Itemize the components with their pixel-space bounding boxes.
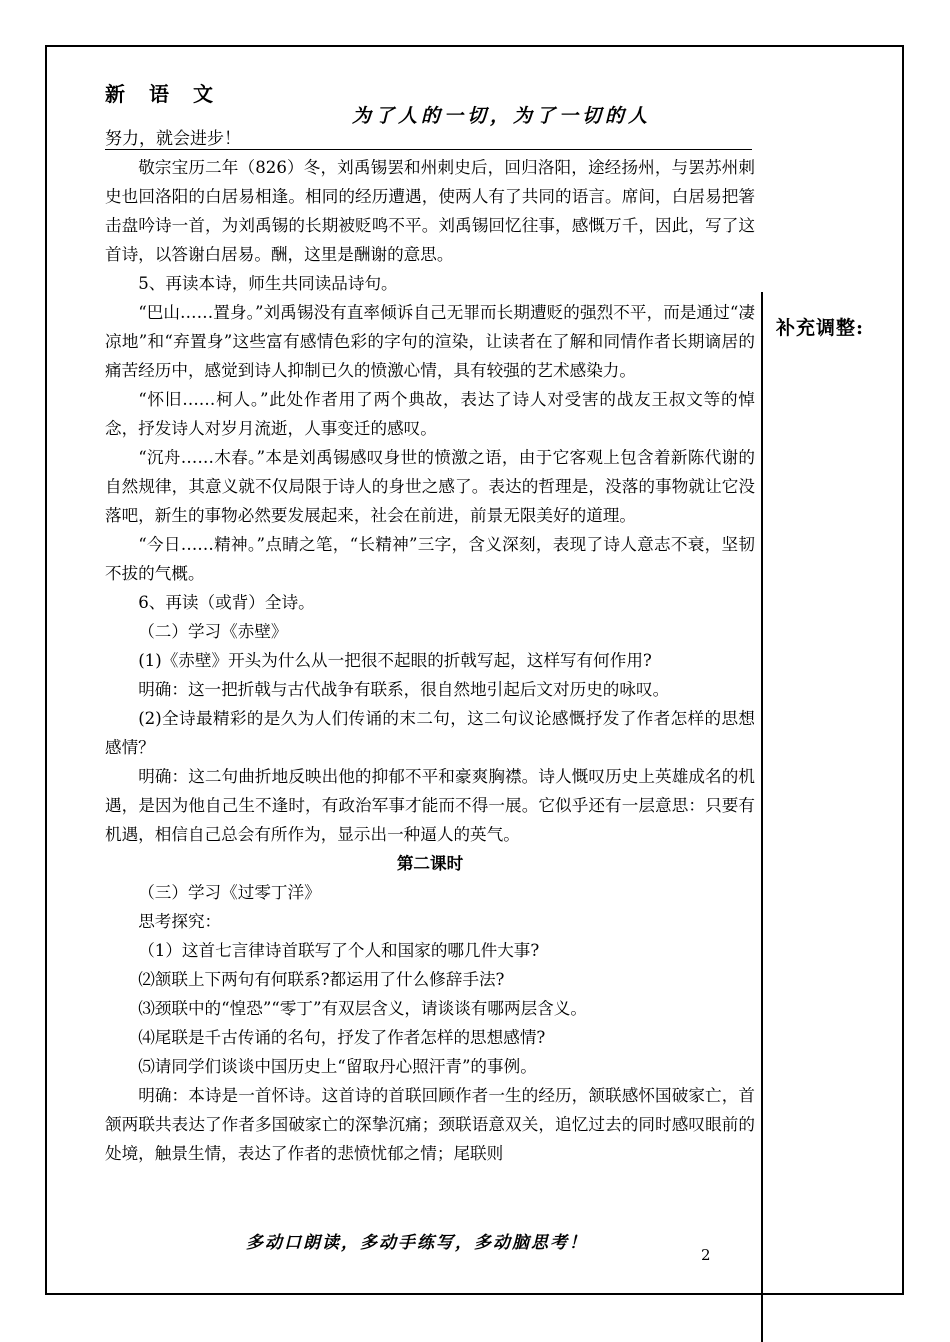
paragraph-analysis-bashan: “巴山……置身。”刘禹锡没有直率倾诉自己无罪而长期遭贬的强烈不平，而是通过“凄凉地”和“弃置身”这些富有感情色彩的字句的渲染，让读者在了解和同情作者长期谪居的痛苦经历中，感觉到诗人抑制已久的愤激心情，具有较强的艺术感染力。 — [105, 303, 755, 380]
paragraph-think-q5: ⑸请同学们谈谈中国历史上“留取丹心照汗青”的事例。 — [138, 1057, 537, 1076]
paragraph-step-6: 6、再读（或背）全诗。 — [138, 593, 315, 612]
footer-motto: 多动口朗读，多动手练写，多动脑思考！ — [246, 1233, 588, 1253]
paragraph-think-q1: （1）这首七言律诗首联写了个人和国家的哪几件大事? — [138, 941, 540, 960]
paragraph-thinking: 思考探究： — [138, 912, 222, 931]
page-number: 2 — [701, 1246, 711, 1264]
paragraph-section-lingdingyang: （三）学习《过零丁洋》 — [138, 883, 321, 902]
paragraph-step-5: 5、再读本诗，师生共同读品诗句。 — [138, 274, 398, 293]
header-motto: 为了人的一切，为了一切的人 — [352, 105, 652, 127]
paragraph-think-q2: ⑵颔联上下两句有何联系?都运用了什么修辞手法? — [138, 970, 505, 989]
header-title: 新语文 — [105, 82, 237, 106]
header-rule — [105, 149, 752, 150]
paragraph-think-q4: ⑷尾联是千古传诵的名句，抒发了作者怎样的思想感情? — [138, 1028, 546, 1047]
margin-divider — [761, 292, 763, 1342]
paragraph-answer-lingdingyang: 明确：本诗是一首怀诗。这首诗的首联回顾作者一生的经历，颔联感怀国破家亡，首颔两联共表达了作者多国破家亡的深挚沉痛；颈联语意双关，追忆过去的同时感叹眼前的处境，触景生情，表达了作者的悲愤忧郁之情；尾联则 — [105, 1086, 755, 1163]
paragraph-analysis-chenzhou: “沉舟……木春。”本是刘禹锡感叹身世的愤激之语，由于它客观上包含着新陈代谢的自然规律，其意义就不仅局限于诗人的身世之感了。表达的哲理是，没落的事物就让它没落吧，新生的事物必然要发展起来，社会在前进，前景无限美好的道理。 — [105, 448, 755, 525]
paragraph-section-chibi: （二）学习《赤壁》 — [138, 622, 288, 641]
paragraph-think-q3: ⑶颈联中的“惶恐”“零丁”有双层含义，请谈谈有哪两层含义。 — [138, 999, 587, 1018]
side-note-label: 补充调整: — [776, 317, 865, 339]
paragraph-question-2: (2)全诗最精彩的是久为人们传诵的末二句，这二句议论感慨抒发了作者怎样的思想感情？ — [105, 709, 755, 757]
paragraph-analysis-huaijiu: “怀旧……柯人。”此处作者用了两个典故，表达了诗人对受害的战友王叔文等的悼念，抒发诗人对岁月流逝，人事变迁的感叹。 — [105, 390, 755, 438]
paragraph-question-1: (1)《赤壁》开头为什么从一把很不起眼的折戟写起，这样写有何作用? — [138, 651, 652, 670]
section-heading-second-lesson: 第二课时 — [396, 853, 464, 873]
paragraph-answer-2: 明确：这二句曲折地反映出他的抑郁不平和豪爽胸襟。诗人慨叹历史上英雄成名的机遇，是因为他自己生不逢时，有政治军事才能而不得一展。它似乎还有一层意思：只要有机遇，相信自己总会有所作为，显示出一种逼人的英气。 — [105, 767, 755, 844]
paragraph-answer-1: 明确：这一把折戟与古代战争有联系，很自然地引起后文对历史的咏叹。 — [138, 680, 670, 699]
header-subtitle: 努力，就会进步！ — [105, 129, 241, 149]
lesson-content — [105, 153, 755, 1168]
paragraph-background: 敬宗宝历二年（826）冬，刘禹锡罢和州刺史后，回归洛阳，途经扬州，与罢苏州刺史也回洛阳的白居易相逢。相同的经历遭遇，使两人有了共同的语言。席间，白居易把箸击盘吟诗一首，为刘禹锡的长期被贬鸣不平。刘禹锡回忆往事，感慨万千，因此，写了这首诗，以答谢白居易。酬，这里是酬谢的意思。 — [105, 158, 755, 264]
paragraph-analysis-jinri: “今日……精神。”点睛之笔，“长精神”三字，含义深刻，表现了诗人意志不衰，坚韧不拔的气概。 — [105, 535, 755, 583]
